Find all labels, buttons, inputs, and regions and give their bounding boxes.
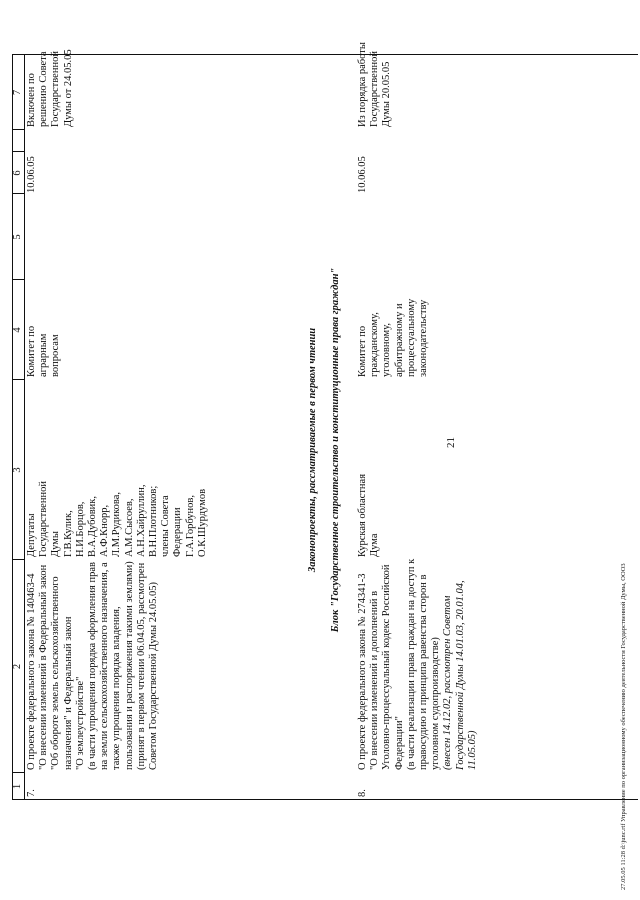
page-number: 21 (445, 437, 457, 448)
column-number: 5 (12, 234, 23, 240)
row-number: 8. (357, 789, 368, 797)
column-number: 6 (12, 170, 23, 176)
note: Из порядка работы Государственной Думы 20.05.05 (357, 42, 393, 127)
bill-authors: Депутаты Государственной Думы Г.В.Кулик, Н.И.Борцов, В.А.Дубовик, А.Ф.Кнорр, Л.М.Рудикова, А.М.Сысоев, А.Н.Хайруллин, В.Н.Плотников; члены Совета Федерации Г.А.Горбунов, О.К.Шурдумов (26, 481, 208, 557)
table-border-right (12, 54, 638, 55)
date: 10.06.05 (357, 156, 368, 193)
footer-text: 27.05.05 11:28 d:\junc.rtf Управление по организационному обеспечению деятельности Государственной Думы, ООО3 (620, 563, 627, 890)
block-heading: Блок "Государственное строительство и конституционные права граждан" (330, 267, 341, 633)
note: Включен по решению Совета Государственной Думы от 24.05.05 (26, 49, 74, 127)
date: 10.06.05 (26, 156, 37, 193)
committee: Комитет по аграрным вопросам (26, 325, 62, 377)
table-border-left (12, 799, 638, 800)
bill-title: О проекте федерального закона № 140463-4 "О внесении изменений в Федеральный закон "Об обороте земель сельскохозяйственного назначения" и Федеральный закон "О землеустройстве" (в части упрощения порядка оформления прав на земли сельскохозяйственного назначения, а также упрощения порядка владения, пользования и распоряжения такими землями) (принят в первом чтении 06.04.05, рассмотрен Советом Государственной Думы 24.05.05) (26, 561, 160, 770)
column-number: 3 (12, 467, 23, 473)
bill-authors: Курская областная Дума (357, 473, 381, 557)
bill-title: О проекте федерального закона № 274341-3 "О внесении изменений и дополнений в Уголовно-процессуальный кодекс Российской Федерации" (в части реализации права граждан на доступ к правосудию и принципа равенства сторон в уголовном судопроизводстве) (внесен 14.12.02, рассмотрен Советом Государственной Думы 14.01.03, 20.01.04, 11.05.05) (357, 558, 478, 770)
column-number: 1 (12, 783, 23, 790)
section-heading: Законопроекты, рассматриваемые в первом чтении (307, 327, 318, 573)
committee: Комитет по гражданскому, уголовному, арбитражному и процессуальному законодательству (357, 298, 430, 377)
column-number: 4 (12, 327, 23, 333)
row-number: 7. (26, 789, 37, 797)
column-number: 7 (12, 89, 23, 96)
table-header-divider (24, 55, 25, 800)
column-number: 2 (12, 663, 23, 670)
